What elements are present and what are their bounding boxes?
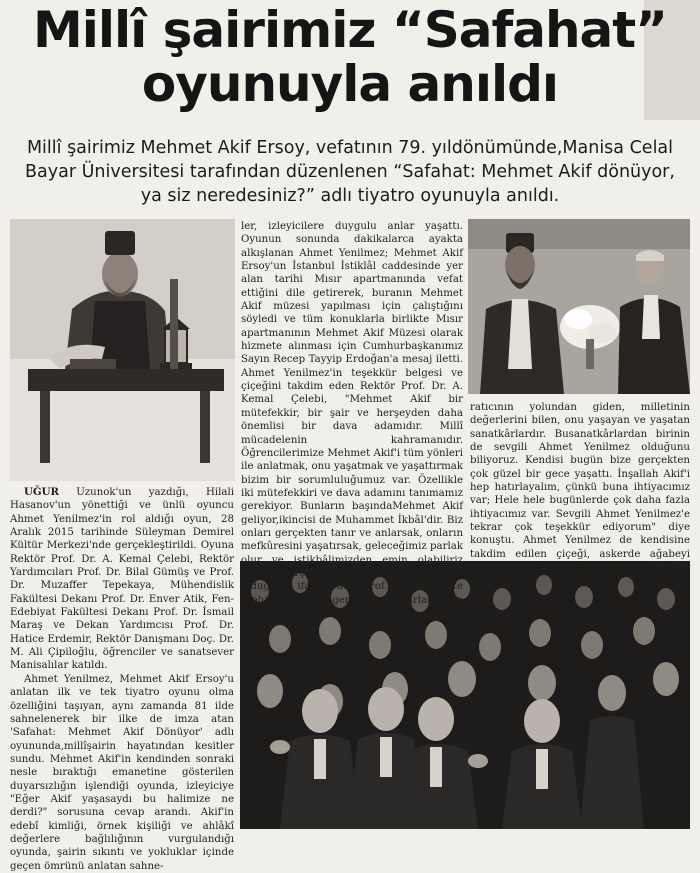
lead-paragraph: Millî şairimiz Mehmet Akif Ersoy, vefatının 79. yıldönümünde,Manisa Celal Bayar Üniversitesi tarafından düzenlenen “Safahat: Mehmet Akif dönüyor, ya siz neredesiniz?” adlı tiyatro oyunuyla anıldı.: [25, 138, 675, 206]
paragraph: [10, 486, 234, 673]
paragraph-text: ratıcının yolundan giden, milletinin değerlerini bilen, onu yaşayan ve yaşatan sanatkârlardır. Busanatkârlardan birinin de sevgili Ahmet Yenilmez olduğunu biliyoruz. Kendisi bugün bize gerçekten çok güzel bir gece yaşattı. İnşallah Akif'i hep hatırlayalım, çünkü buna ihtiyacımız var; Hele hele bugünlerde çok daha fazla ihtiyacımız var. Sevgili Ahmet Yenilmez'e tekrar çok teşekkür ediyorum" diye konuştu. Ahmet Yenilmez de kendisine takdim edilen çiçeği, askerde ağabeyi olan bir öğrencimize takdim etti.: [470, 402, 690, 574]
article-column-middle: [241, 220, 463, 620]
paragraph: ler, izleyicilere duygulu anlar yaşattı. Oyunun sonunda dakikalarca ayakta alkışlanan Ahmet Yenilmez; Mehmet Akif Ersoy'un İstanbul İstiklâl caddesinde yer alan tarihi Mısır apartmanında vefat ettiğini dile getirerek, buranın Mehmet Akif müzesi yapılması için çalıştığını söyledi ve tüm konuklarla birlikte Mısır apartmanının Mehmet Akif Müzesi olarak hizmete alınması için Cumhurbaşkanımız Sayın Recep Tayyip Erdoğan'a mesaj iletti. Ahmet Yenilmez'in teşekkür belgesi ve çiçeğini takdim eden Rektör Prof. Dr. A. Kemal Çelebi, "Mehmet Akif bir mütefekkir, bir şair ve herşeyden daha önemlisi bir dava adamıdır. Millî mücadelenin kahramanıdır. Öğrencilerimize Mehmet Akif'i tüm yönleri ile anlatmak, onu yaşatmak ve yaşattırmak bizim bir sorumluluğumuz var. Özellikle iki mütefekkiri ve dava adamını tanımamız gerekiyor. Bunların başındaMehmet Akif geliyor,ikincisi de Muhammet İkbâl'dir. Biz onları gerçekten tanır ve anlarsak, onların mefkûresini yaşatırsak, geleceğimiz parlak olur ve istikbâlimizden emin olabiliriz "dedi. Gerçek sanatkârın yüce yaratan olduğunu ifade eden Prof. Çelebi, "İşte toplumumuzdaki gerçek sanatkârlar, yüce ya-: [241, 221, 463, 619]
paragraph: [470, 401, 690, 588]
article-column-left: [10, 486, 234, 873]
signature: Haber Merkezi: [470, 561, 690, 587]
paragraph-text: Uzunok'un yazdığı, Hilali Hasanov'un yönettiği ve ünlü oyuncu Ahmet Yenilmez'in rol aldığı oyun, 28 Aralık 2015 tarihinde Süleyman Demirel Kültür Merkezi'nde gerçekleştirildi. Oyuna Rektör Prof. Dr. A. Kemal Çelebi, Rektör Yardımcıları Prof. Dr. Bilal Gümüş ve Prof. Dr. Muzaffer Tepekaya, Mühendislik Fakültesi Dekanı Prof. Dr. Enver Atik, Fen-Edebiyat Fakültesi Dekanı Prof. Dr. İsmail Maraş ve Dekan Yardımcısı Prof. Dr. Hatice Erdemir, Rektör Danışmanı Doç. Dr. M. Ali Çipiloğlu, öğrenciler ve sanatsever Manisalılar katıldı.: [10, 487, 234, 672]
paragraph: Ahmet Yenilmez, Mehmet Akif Ersoy'u anlatan ilk ve tek tiyatro oyunu olma özelliğini taşıyan, aynı zamanda 81 ilde sahnelenerek bir ilke de imza atan 'Safahat: Mehmet Akif Dönüyor' adlı oyununda,millîşairin hayatından kesitler sundu. Mehmet Akif'in kendinden sonraki nesle bıraktığı emanetine gösterilen duyarsızlığın işlendiği oyunda, izleyiciye "Eğer Akif yaşasaydı bu halimize ne derdi?" sorusuna cevap arandı. Akif'in edebî kimliği, örnek kişiliği ve ahlâkî değerlere bağlılığının vurgulandığı oyunda, şairin sıkıntı ve yokluklar içinde geçen ömrünü anlatan sahne-: [10, 673, 234, 872]
flower-presentation-photo: [468, 219, 690, 394]
headline-line-2: oyunuyla anıldı: [141, 55, 559, 113]
headline: [0, 1, 700, 113]
article-column-right: [470, 401, 690, 588]
actor-on-stage-photo: [10, 219, 235, 481]
byline: UĞUR: [24, 486, 59, 498]
headline-line-1: Millî şairimiz “Safahat”: [32, 1, 668, 59]
